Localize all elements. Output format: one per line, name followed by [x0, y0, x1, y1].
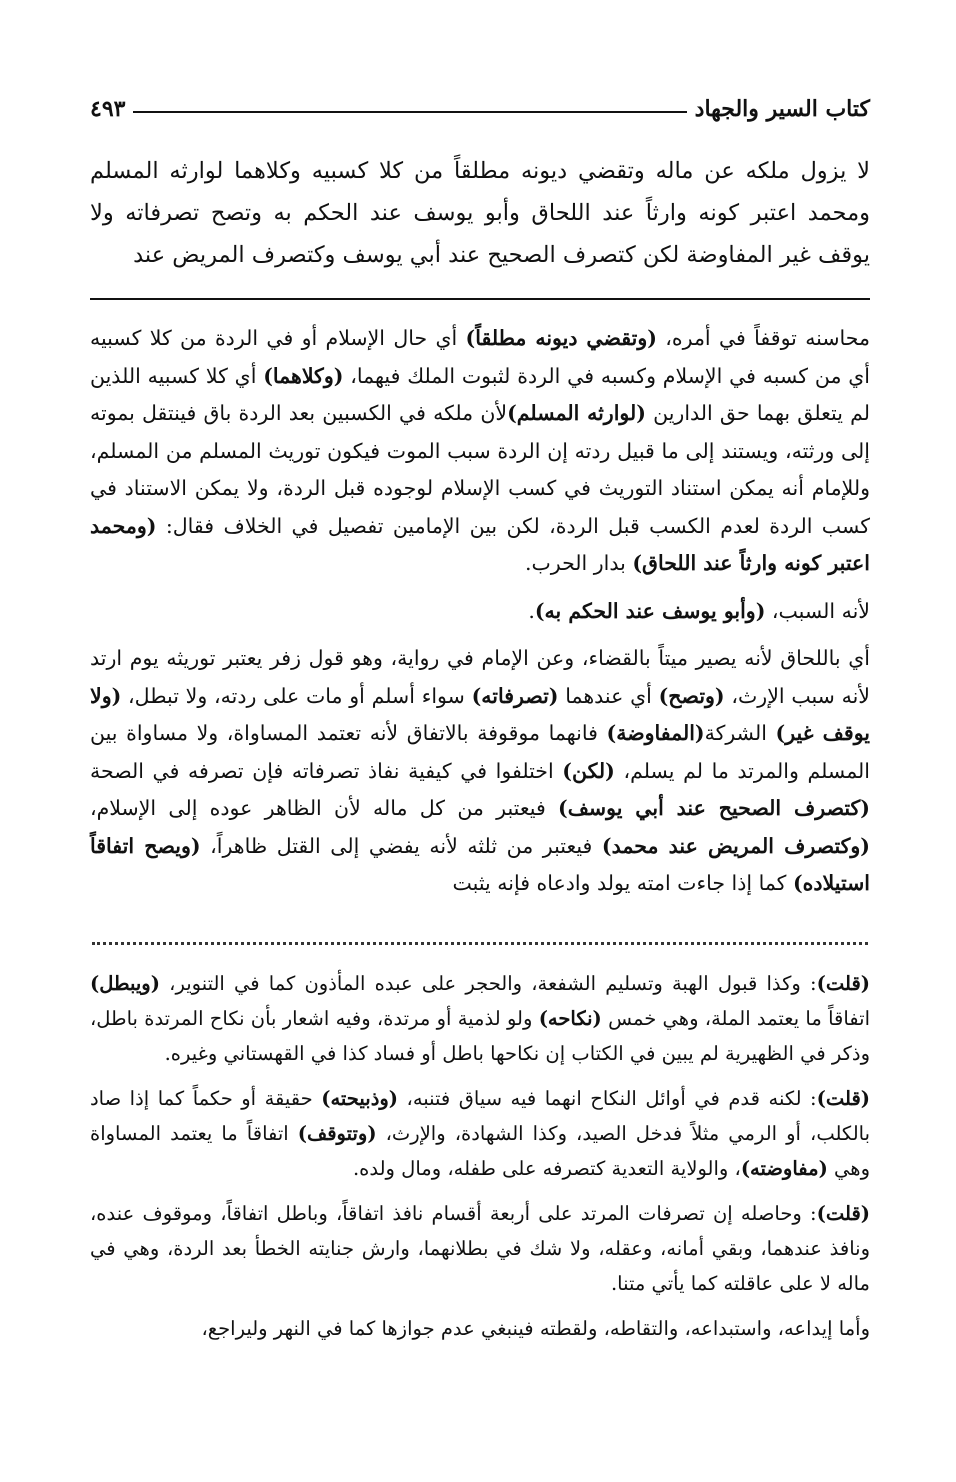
commentary-text: فيعتبر من ثلثه لأنه يفضي إلى القتل ظاهراً،	[200, 833, 602, 858]
main-text-separator	[90, 298, 870, 300]
quoted-matn: (وكتصرف المريض عند محمد)	[601, 833, 870, 858]
commentary-paragraph-1	[90, 320, 870, 583]
commentary-text: اختلفوا في كيفية نفاذ تصرفاته فإن تصرفه في الصحة	[90, 758, 563, 783]
running-header	[90, 92, 870, 126]
quoted-matn: (وذبيحته)	[321, 1087, 399, 1110]
quoted-matn: (المفاوضة)	[606, 721, 705, 745]
note-text: : وحاصله إن تصرفات المرتد على أربعة أقسام نافذ اتفاقاً، وباطل اتفاقاً، وموقوف عنده، ونافذ عندهما، وبقي أمانه، وعقله، ولا شك في بطلانهما، وارش جنايته الخطأ بعد الردة، وهي في ماله لا على عاقلته كما يأتي متنا.	[90, 1202, 870, 1295]
commentary-text: سواء أسلم أو مات على ردته، ولا تبطل،	[121, 683, 472, 708]
notes-separator	[92, 942, 868, 945]
quoted-matn: (وتصح)	[658, 683, 725, 708]
quoted-matn: (ولا يوقف غير)	[90, 683, 871, 745]
commentary-text: بدار الحرب.	[524, 551, 633, 575]
quoted-matn: (ويبطل)	[90, 972, 160, 995]
quoted-matn: (وكلاهما)	[263, 363, 344, 388]
commentary-text: الشركة	[704, 721, 776, 745]
quoted-matn: (لكن)	[562, 758, 615, 783]
note-text: : وكذا قبول الهبة وتسليم الشفعة، والحجر على عبده المأذون كما في التنوير،	[159, 972, 817, 995]
commentary	[90, 320, 870, 913]
quoted-matn: (ومحمد اعتبر كونه وارثاً عند اللحاق)	[90, 513, 870, 575]
commentary-text: لأن ملكه في الكسبين بعد الردة باق فينتقل بموته إلى ورثته، ويستند إلى ما قبيل ردته إن الردة سبب الموت فيكون توريث المسلم من المسلم، وللإمام أنه يمكن استناد التوريث في كسب الإسلام لوجوده قبل الردة، ولا يمكن الاستناد في كسب الردة لعدم الكسب قبل الردة، لكن بين الإمامين تفصيل في الخلاف فقال:	[90, 401, 870, 538]
quoted-matn: (مفاوضته)	[740, 1157, 828, 1180]
quoted-matn: (تصرفاته)	[471, 683, 559, 708]
commentary-text: محاسنه توقفاً في أمره،	[656, 326, 871, 350]
note-paragraph-3	[90, 1196, 870, 1301]
note-label: (قلت)	[816, 1087, 871, 1110]
commentary-text: أي كلا كسبيه اللذين لم يتعلق بهما حق الدارين	[90, 363, 871, 425]
note-text: اتفاقاً ما يعتمد المساواة وهي	[90, 1122, 870, 1180]
book-title: كتاب السير والجهاد	[694, 96, 870, 122]
quoted-matn: (وتقضي ديونه مطلقاً)	[465, 326, 657, 350]
note-paragraph-4	[90, 1311, 870, 1346]
commentary-text: .	[528, 598, 535, 623]
note-text: ولو لذمية أو مرتدة، وفيه اشعار بأن نكاح المرتدة باطل، وذكر في الظهيرية لم يبين في الكتاب إن نكاحها باطل أو فساد كذا في القهستاني وغيره.	[90, 1007, 870, 1065]
quoted-matn: (وأبو يوسف عند الحكم به)	[534, 598, 766, 623]
note-text: حقيقة أو حكماً كما إذا صاد بالكلب، أو الرمي مثلاً فدخل الصيد، وكذا الشهادة، والإرث،	[90, 1087, 871, 1145]
marginal-notes	[90, 966, 870, 1356]
note-text: وأما إيداعه، واستبداعه، والتقاطه، ولقطته فينبغي عدم جوازها كما في النهر وليراجع،	[201, 1317, 870, 1340]
commentary-paragraph-3	[90, 640, 870, 903]
quoted-matn: (لوارثه المسلم)	[507, 401, 646, 425]
commentary-text: أي باللحاق لأنه يصير ميتاً بالقضاء، وعن الإمام في رواية، وهو قول زفر يعتبر توريثه يوم ارتد لأنه سبب الإرث،	[90, 646, 870, 708]
commentary-text: أي عندهما	[558, 683, 659, 708]
page-number: ٤٩٣	[90, 96, 126, 122]
note-text: ، والولاية التعدية كتصرفه على طفله، ومال ولده.	[352, 1157, 741, 1180]
note-label: (قلت)	[816, 972, 870, 995]
commentary-text: فيعتبر من كل ماله لأن الظاهر عوده إلى الإسلام،	[90, 796, 559, 820]
note-text: : لكنه قدم في أوائل النكاح انهما فيه سياق فتنبه،	[398, 1087, 817, 1110]
note-label: (قلت)	[816, 1202, 870, 1225]
quoted-matn: (نكاحه)	[538, 1007, 602, 1030]
quoted-matn: (كتصرف الصحيح عند أبي يوسف)	[558, 796, 870, 820]
header-rule	[133, 111, 686, 113]
quoted-matn: (ويصح اتفاقاً استيلاده)	[90, 833, 870, 895]
commentary-text: أي حال الإسلام أو في الردة من كلا كسبيه أي من كسبه في الإسلام وكسبه في الردة لثبوت الملك فيهما،	[90, 326, 870, 388]
commentary-text: لأنه السبب،	[765, 598, 870, 623]
note-text: اتفاقاً ما يعتمد الملة، وهي خمس	[601, 1007, 871, 1030]
note-paragraph-2	[90, 1081, 870, 1186]
commentary-text: فانهما موقوفة بالاتفاق لأنه تعتمد المساواة، ولا مساواة بين المسلم والمرتد ما لم يسلم،	[90, 721, 870, 783]
commentary-text: كما إذا جاءت امته يولد وادعاه فإنه يثبت	[452, 871, 793, 895]
main-text: لا يزول ملكه عن ماله وتقضي ديونه مطلقاً من كلا كسبيه وكلاهما لوارثه المسلم ومحمد اعتبر كونه وارثاً عند اللحاق وأبو يوسف عند الحكم به وتصح تصرفاته ولا يوقف غير المفاوضة لكن كتصرف الصحيح عند أبي يوسف وكتصرف المريض عند	[90, 158, 870, 268]
note-paragraph-1	[90, 966, 870, 1071]
quoted-matn: (وتتوقف)	[297, 1122, 377, 1145]
commentary-paragraph-2	[90, 593, 870, 631]
